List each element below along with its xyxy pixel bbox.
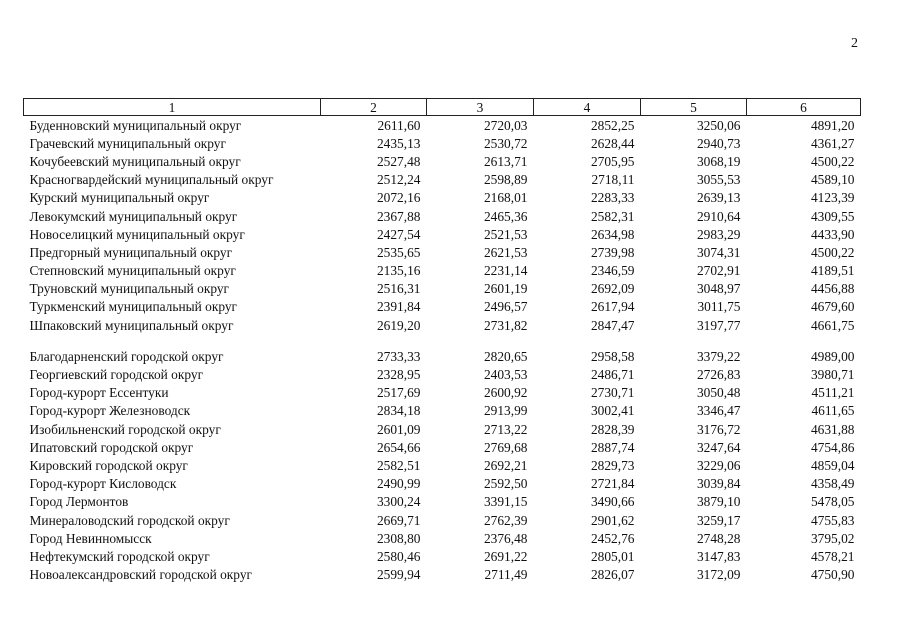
table-row bbox=[24, 547, 861, 565]
value-cell: 2852,25 bbox=[590, 117, 635, 133]
value-cell: 2521,53 bbox=[483, 226, 528, 242]
table-row bbox=[24, 420, 861, 438]
value-cell: 2592,50 bbox=[483, 476, 528, 492]
value-cell: 2628,44 bbox=[590, 135, 635, 151]
value-cell: 2834,18 bbox=[376, 403, 421, 419]
value-cell: 2705,95 bbox=[590, 153, 635, 169]
value-cell: 2847,47 bbox=[590, 317, 635, 333]
value-cell: 2733,33 bbox=[376, 348, 421, 364]
value-cell: 3980,71 bbox=[810, 367, 855, 383]
value-cell: 4661,75 bbox=[810, 317, 855, 333]
value-cell: 3490,66 bbox=[590, 494, 635, 510]
page-number: 2 bbox=[851, 36, 858, 51]
district-name-cell: Изобильненский городской округ bbox=[29, 421, 221, 437]
value-cell: 2910,64 bbox=[696, 208, 741, 224]
value-cell: 2913,99 bbox=[483, 403, 528, 419]
value-cell: 2308,80 bbox=[376, 530, 421, 546]
table-row bbox=[24, 116, 861, 135]
district-name-cell: Город-курорт Железноводск bbox=[29, 403, 191, 419]
value-cell: 3795,02 bbox=[810, 530, 855, 546]
table-row bbox=[24, 243, 861, 261]
value-cell: 2452,76 bbox=[590, 530, 635, 546]
value-cell: 2427,54 bbox=[376, 226, 421, 242]
value-cell: 2072,16 bbox=[376, 190, 421, 206]
value-cell: 2887,74 bbox=[590, 439, 635, 455]
value-cell: 2720,03 bbox=[483, 117, 528, 133]
value-cell: 3250,06 bbox=[696, 117, 741, 133]
district-name-cell: Кировский городской округ bbox=[29, 457, 188, 473]
value-cell: 3147,83 bbox=[696, 548, 741, 564]
value-cell: 2601,09 bbox=[376, 421, 421, 437]
value-cell: 2940,73 bbox=[696, 135, 741, 151]
value-cell: 2634,98 bbox=[590, 226, 635, 242]
table-row bbox=[24, 280, 861, 298]
value-cell: 3229,06 bbox=[696, 457, 741, 473]
district-name-cell: Благодарненский городской округ bbox=[29, 348, 224, 364]
value-cell: 2739,98 bbox=[590, 244, 635, 260]
value-cell: 2490,99 bbox=[376, 476, 421, 492]
table-row bbox=[24, 456, 861, 474]
value-cell: 2486,71 bbox=[590, 367, 635, 383]
value-cell: 2535,65 bbox=[376, 244, 421, 260]
value-cell: 4679,60 bbox=[810, 299, 855, 315]
value-cell: 2721,84 bbox=[590, 476, 635, 492]
spacer-cell bbox=[24, 334, 861, 347]
district-name-cell: Курский муниципальный округ bbox=[29, 190, 210, 206]
district-name-cell: Город Лермонтов bbox=[29, 494, 129, 510]
value-cell: 2726,83 bbox=[696, 367, 741, 383]
district-name-cell: Левокумский муниципальный округ bbox=[29, 208, 238, 224]
value-cell: 2580,46 bbox=[376, 548, 421, 564]
value-cell: 2599,94 bbox=[376, 567, 421, 583]
value-cell: 3346,47 bbox=[696, 403, 741, 419]
table-row bbox=[24, 207, 861, 225]
value-cell: 4631,88 bbox=[810, 421, 855, 437]
value-cell: 3197,77 bbox=[696, 317, 741, 333]
value-cell: 2613,71 bbox=[483, 153, 528, 169]
value-cell: 2748,28 bbox=[696, 530, 741, 546]
value-cell: 2826,07 bbox=[590, 567, 635, 583]
value-cell: 2328,95 bbox=[376, 367, 421, 383]
district-name-cell: Город-курорт Ессентуки bbox=[29, 385, 169, 401]
table-row bbox=[24, 365, 861, 383]
value-cell: 4309,55 bbox=[810, 208, 855, 224]
value-cell: 2617,94 bbox=[590, 299, 635, 315]
value-cell: 2582,51 bbox=[376, 457, 421, 473]
value-cell: 2611,60 bbox=[377, 117, 421, 133]
value-cell: 2639,13 bbox=[696, 190, 741, 206]
value-cell: 3055,53 bbox=[696, 172, 741, 188]
table-row bbox=[24, 475, 861, 493]
value-cell: 4750,90 bbox=[810, 567, 855, 583]
table-row bbox=[24, 152, 861, 170]
value-cell: 2731,82 bbox=[483, 317, 528, 333]
value-cell: 2527,48 bbox=[376, 153, 421, 169]
value-cell: 4433,90 bbox=[810, 226, 855, 242]
value-cell: 3048,97 bbox=[696, 281, 741, 297]
value-cell: 4589,10 bbox=[810, 172, 855, 188]
value-cell: 2367,88 bbox=[376, 208, 421, 224]
district-name-cell: Новоалександровский городской округ bbox=[29, 567, 253, 583]
value-cell: 2598,89 bbox=[483, 172, 528, 188]
value-cell: 3259,17 bbox=[696, 512, 741, 528]
value-cell: 4859,04 bbox=[810, 457, 855, 473]
value-cell: 4456,88 bbox=[810, 281, 855, 297]
table-row bbox=[24, 189, 861, 207]
value-cell: 4361,27 bbox=[810, 135, 855, 151]
value-cell: 2435,13 bbox=[376, 135, 421, 151]
value-cell: 4358,49 bbox=[810, 476, 855, 492]
value-cell: 2692,09 bbox=[590, 281, 635, 297]
district-name-cell: Ипатовский городской округ bbox=[29, 439, 194, 455]
value-cell: 3039,84 bbox=[696, 476, 741, 492]
value-cell: 2762,39 bbox=[483, 512, 528, 528]
group-spacer bbox=[24, 334, 861, 347]
table-row bbox=[24, 529, 861, 547]
value-cell: 2713,22 bbox=[483, 421, 528, 437]
district-name-cell: Грачевский муниципальный округ bbox=[29, 135, 226, 151]
value-cell: 2135,16 bbox=[376, 263, 421, 279]
value-cell: 2829,73 bbox=[590, 457, 635, 473]
value-cell: 2496,57 bbox=[483, 299, 528, 315]
value-cell: 3879,10 bbox=[696, 494, 741, 510]
value-cell: 2820,65 bbox=[483, 348, 528, 364]
header-cell: 2 bbox=[321, 99, 427, 116]
data-table bbox=[23, 98, 861, 584]
value-cell: 2983,29 bbox=[696, 226, 741, 242]
value-cell: 3247,64 bbox=[696, 439, 741, 455]
value-cell: 2283,33 bbox=[590, 190, 635, 206]
value-cell: 5478,05 bbox=[810, 494, 855, 510]
value-cell: 4511,21 bbox=[811, 385, 855, 401]
table-row bbox=[24, 262, 861, 280]
value-cell: 2517,69 bbox=[376, 385, 421, 401]
value-cell: 4754,86 bbox=[810, 439, 855, 455]
value-cell: 2769,68 bbox=[483, 439, 528, 455]
table-row bbox=[24, 134, 861, 152]
value-cell: 2619,20 bbox=[376, 317, 421, 333]
table-row bbox=[24, 347, 861, 365]
value-cell: 3011,75 bbox=[697, 299, 741, 315]
district-name-cell: Город-курорт Кисловодск bbox=[29, 476, 177, 492]
header-cell: 1 bbox=[24, 99, 321, 116]
value-cell: 4989,00 bbox=[810, 348, 855, 364]
value-cell: 2512,24 bbox=[376, 172, 421, 188]
header-cell: 3 bbox=[427, 99, 534, 116]
table-row bbox=[24, 298, 861, 316]
value-cell: 2718,11 bbox=[591, 172, 635, 188]
value-cell: 2669,71 bbox=[376, 512, 421, 528]
value-cell: 4500,22 bbox=[810, 244, 855, 260]
table-row bbox=[24, 171, 861, 189]
value-cell: 2601,19 bbox=[483, 281, 528, 297]
value-cell: 2711,49 bbox=[484, 567, 528, 583]
table-row bbox=[24, 511, 861, 529]
value-cell: 2376,48 bbox=[483, 530, 528, 546]
table-row bbox=[24, 225, 861, 243]
district-name-cell: Георгиевский городской округ bbox=[29, 367, 204, 383]
value-cell: 3176,72 bbox=[696, 421, 741, 437]
value-cell: 2654,66 bbox=[376, 439, 421, 455]
value-cell: 2516,31 bbox=[376, 281, 421, 297]
value-cell: 3379,22 bbox=[696, 348, 741, 364]
value-cell: 3068,19 bbox=[696, 153, 741, 169]
header-cell: 6 bbox=[747, 99, 861, 116]
value-cell: 3074,31 bbox=[696, 244, 741, 260]
value-cell: 2958,58 bbox=[590, 348, 635, 364]
district-name-cell: Предгорный муниципальный округ bbox=[29, 244, 233, 260]
header-cell: 4 bbox=[534, 99, 641, 116]
value-cell: 3172,09 bbox=[696, 567, 741, 583]
value-cell: 2465,36 bbox=[483, 208, 528, 224]
value-cell: 3300,24 bbox=[376, 494, 421, 510]
value-cell: 4611,65 bbox=[811, 403, 855, 419]
district-name-cell: Шпаковский муниципальный округ bbox=[29, 317, 234, 333]
district-name-cell: Нефтекумский городской округ bbox=[29, 548, 210, 564]
value-cell: 4123,39 bbox=[810, 190, 855, 206]
value-cell: 2168,01 bbox=[483, 190, 528, 206]
value-cell: 2530,72 bbox=[483, 135, 528, 151]
value-cell: 2702,91 bbox=[696, 263, 741, 279]
header-cell: 5 bbox=[641, 99, 747, 116]
value-cell: 2391,84 bbox=[376, 299, 421, 315]
value-cell: 2600,92 bbox=[483, 385, 528, 401]
value-cell: 2346,59 bbox=[590, 263, 635, 279]
header-row bbox=[24, 99, 861, 116]
table-row bbox=[24, 384, 861, 402]
value-cell: 2403,53 bbox=[483, 367, 528, 383]
value-cell: 4578,21 bbox=[810, 548, 855, 564]
value-cell: 4500,22 bbox=[810, 153, 855, 169]
table-row bbox=[24, 566, 861, 584]
value-cell: 3050,48 bbox=[696, 385, 741, 401]
value-cell: 2828,39 bbox=[590, 421, 635, 437]
table-row bbox=[24, 438, 861, 456]
value-cell: 4891,20 bbox=[810, 117, 855, 133]
district-name-cell: Труновский муниципальный округ bbox=[29, 281, 230, 297]
district-name-cell: Туркменский муниципальный округ bbox=[29, 299, 238, 315]
district-name-cell: Степновский муниципальный округ bbox=[29, 263, 236, 279]
value-cell: 2805,01 bbox=[590, 548, 635, 564]
table-row bbox=[24, 493, 861, 511]
value-cell: 3391,15 bbox=[483, 494, 528, 510]
value-cell: 3002,41 bbox=[590, 403, 635, 419]
value-cell: 2691,22 bbox=[483, 548, 528, 564]
value-cell: 4755,83 bbox=[810, 512, 855, 528]
district-name-cell: Буденновский муниципальный округ bbox=[29, 117, 242, 133]
district-name-cell: Минераловодский городской округ bbox=[29, 512, 230, 528]
value-cell: 2692,21 bbox=[483, 457, 528, 473]
table-row bbox=[24, 316, 861, 334]
value-cell: 4189,51 bbox=[810, 263, 855, 279]
table-row bbox=[24, 402, 861, 420]
value-cell: 2901,62 bbox=[590, 512, 635, 528]
value-cell: 2730,71 bbox=[590, 385, 635, 401]
district-name-cell: Город Невинномысск bbox=[29, 530, 152, 546]
value-cell: 2231,14 bbox=[483, 263, 528, 279]
district-name-cell: Красногвардейский муниципальный округ bbox=[29, 172, 274, 188]
value-cell: 2621,53 bbox=[483, 244, 528, 260]
district-name-cell: Новоселицкий муниципальный округ bbox=[29, 226, 245, 242]
value-cell: 2582,31 bbox=[590, 208, 635, 224]
district-name-cell: Кочубеевский муниципальный округ bbox=[29, 153, 241, 169]
